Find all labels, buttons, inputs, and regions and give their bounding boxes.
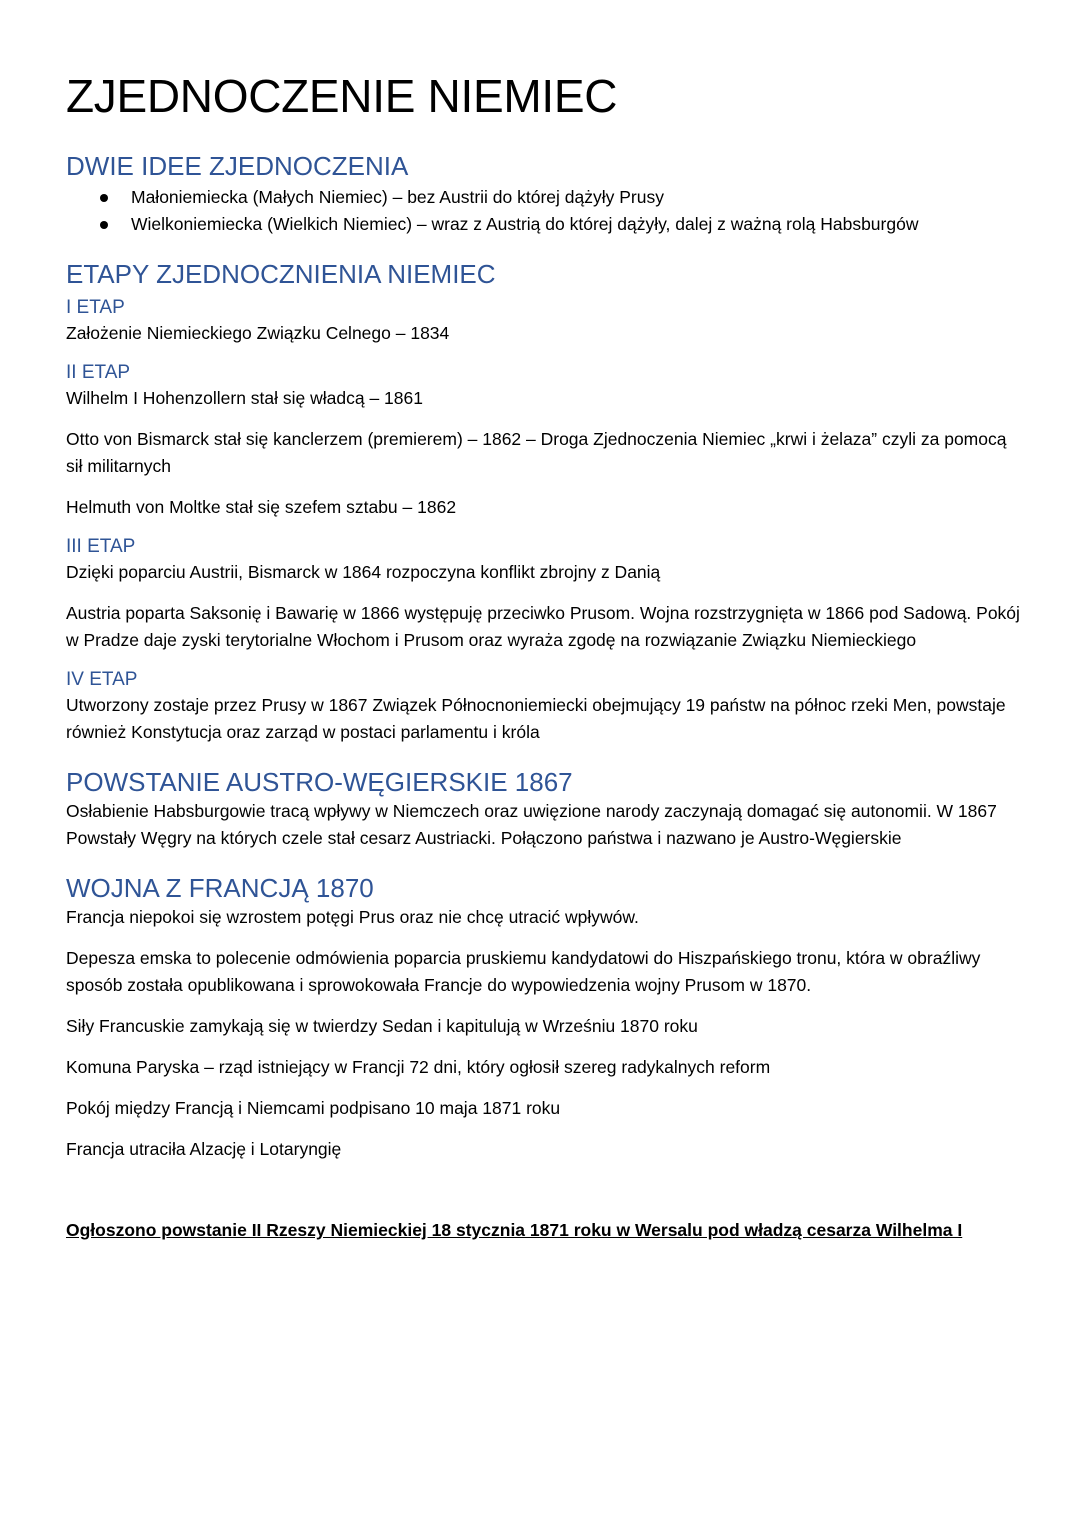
paragraph: Pokój między Francją i Niemcami podpisano 10 maja 1871 roku xyxy=(66,1098,561,1118)
ideas-list xyxy=(66,184,1026,238)
stage-label-2: II ETAP xyxy=(66,362,131,383)
paragraph: Depesza emska to polecenie odmówienia poparcia pruskiemu kandydatowi do Hiszpańskiego tronu, która w obraźliwy sposób została opublikowana i sprowokowała Francje do wypowiedzenia wojny Prusom w 1870. xyxy=(66,948,981,995)
paragraph: Wilhelm I Hohenzollern stał się władcą – 1861 xyxy=(66,388,423,408)
paragraph: Dzięki poparciu Austrii, Bismarck w 1864 rozpoczyna konflikt zbrojny z Danią xyxy=(66,562,661,582)
list-item xyxy=(66,211,1026,238)
final-statement: Ogłoszono powstanie II Rzeszy Niemieckiej 18 stycznia 1871 roku w Wersalu pod władzą cesarza Wilhelma I xyxy=(66,1220,963,1240)
paragraph: Siły Francuskie zamykają się w twierdzy Sedan i kapitulują w Wrześniu 1870 roku xyxy=(66,1016,698,1036)
paragraph: Francja niepokoi się wzrostem potęgi Prus oraz nie chcę utracić wpływów. xyxy=(66,907,639,927)
paragraph: Otto von Bismarck stał się kanclerzem (premierem) – 1862 – Droga Zjednoczenia Niemiec „krwi i żelaza” czyli za pomocą sił militarnych xyxy=(66,429,1007,476)
heading-ideas: DWIE IDEE ZJEDNOCZENIA xyxy=(66,151,409,181)
stage-label-4: IV ETAP xyxy=(66,669,138,690)
paragraph: Francja utraciła Alzację i Lotaryngię xyxy=(66,1139,342,1159)
paragraph: Osłabienie Habsburgowie tracą wpływy w Niemczech oraz uwięzione narody zaczynają domagać się autonomii. W 1867 Powstały Węgry na których czele stał cesarz Austriacki. Połączono państwa i nazwano je Austro-Węgierskie xyxy=(66,801,997,848)
paragraph: Założenie Niemieckiego Związku Celnego – 1834 xyxy=(66,323,450,343)
list-item-text: Wielkoniemiecka (Wielkich Niemiec) – wraz z Austrią do której dążyły, dalej z ważną rolą Habsburgów xyxy=(131,214,919,234)
document-page xyxy=(66,68,1026,1244)
heading-stages: ETAPY ZJEDNOCZNIENIA NIEMIEC xyxy=(66,259,496,289)
paragraph: Komuna Paryska – rząd istniejący w Francji 72 dni, który ogłosił szereg radykalnych reform xyxy=(66,1057,771,1077)
paragraph: Austria poparta Saksonię i Bawarię w 1866 występuję przeciwko Prusom. Wojna rozstrzygnięta w 1866 pod Sadową. Pokój w Pradze daje zyski terytorialne Włochom i Prusom oraz wyraża zgodę na rozwiązanie Związku Niemieckiego xyxy=(66,603,1020,650)
stage-label-3: III ETAP xyxy=(66,536,136,557)
stage-label-1: I ETAP xyxy=(66,297,125,318)
list-item-text: Małoniemiecka (Małych Niemiec) – bez Austrii do której dążyły Prusy xyxy=(131,187,664,207)
heading-war-france: WOJNA Z FRANCJĄ 1870 xyxy=(66,873,374,903)
heading-austria-hungary: POWSTANIE AUSTRO-WĘGIERSKIE 1867 xyxy=(66,767,573,797)
paragraph: Utworzony zostaje przez Prusy w 1867 Związek Północnoniemiecki obejmujący 19 państw na północ rzeki Men, powstaje również Konstytucja oraz zarząd w postaci parlamentu i króla xyxy=(66,695,1006,742)
bullet-icon xyxy=(100,221,108,229)
list-item xyxy=(66,184,1026,211)
bullet-icon xyxy=(100,194,108,202)
paragraph: Helmuth von Moltke stał się szefem sztabu – 1862 xyxy=(66,497,457,517)
document-title: ZJEDNOCZENIE NIEMIEC xyxy=(66,70,618,122)
